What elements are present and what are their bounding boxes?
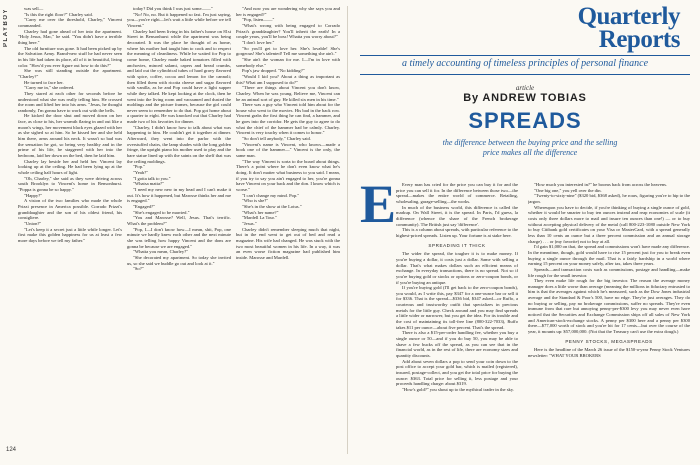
paragraph: "Vincent's name is Vincent, who knows—made a book one of the hammer—" Vincent is the only, the same man. [236,141,340,159]
paragraph: "So?" [133,266,144,272]
paragraph: "She decorated my apartment. So today she invited us, so she said we buddle go out and look at it." [127,254,231,266]
paragraph: "Whatsa matta?" [133,181,164,187]
byline-name: By ANDREW TOBIAS [463,92,587,104]
story-column-3 [236,6,340,454]
subhead: PENNY STOCKS, MEGASPREADS [565,338,653,344]
paragraph: was sell— [24,6,44,11]
paragraph: "I don't love her." [242,39,275,45]
drop-cap: E [360,174,397,234]
paragraph: Whereupon you have to decide, if you're thinking of buying a single ounce of gold, whether it would be smarter to buy ten ounces instead and reap economies of scale (it costs only three dollars more to mail and insure ten ounces than one!) — or to buy without accepting physical delivery of the metal (call 800-223-1080 outside New York to buy Citibank gold certificates on your Visa or MasterCard, with a spread generally less than 10 cents an ounce but a three percent commission and an annual storage charge) . . . or (my favorite) not to buy at all. [528,204,690,244]
paragraph: "Pop, I—I don't know how—I mean, shit, Pop, one minute we hardly knew each other and the next minute she was telling how happy Vincent and the dons are gonna be because we are engaged." [127,226,231,249]
byline-prefix: article [515,84,535,92]
section-title-line-1: Quarterly [577,3,680,30]
paragraph: "Let's keep it a secret just a little while longer. Let's first make this golden happiness for us at least a few more days before we tell my father." [18,226,122,243]
page-number: 124 [6,447,17,453]
paragraph: "She ain't the woman for me. I—I'm in love with somebody else." [236,56,340,68]
paragraph: "One big one," you yell over the din. [534,187,602,193]
paragraph: Add about seven dollars a pop to send your coin down to the post office to accept your gold bar, which is mailed (registered), insured, postage-collect, and you get the total price for buying the ounce: $363. Total price for selling it, less postage and your proceeds handling charge: about $319. [396,358,518,387]
paragraph: "The way Vincent is sorta to the board about things. There's a point where he don't even know what he's doing. It don't matter what business to you said. I mean, if you try to say you ain't engaged to her, you're gonna have Vincent on your back and the don. I know which is worse." [236,158,340,192]
paragraph: A vision of the two families who made the whole Prizzi presence in America possible. Corrado Prizzi's granddaughter and the son of his oldest friend, his consigliere. [18,198,122,221]
paragraph: They even make life rough for the big investor. The reason the average money manager does a little worse than average (meaning the millions in fiduciary entrusted to him is that the averages against which he's measured, such as the Dow Jones industrial average and the Standard & Poor's 500, have no edge. They're just averages. They do no buying or selling, pay no brokerage commissions, suffer no spreads. They're even immune from that rare but annoying penny-per-$300 levy you may never even have noticed that the Securities and Exchange Commission ships off all sales of New York and American-stock-exchange stocks. A penny per $300 here and a penny per $300 there—$77,000 worth of stock and you're hit for 17 cents—but over the course of the year, it mounts up: $57,000,000. (Not that the Treasury can't use the extra dough.) [528,278,690,335]
paragraph: "I need my new new in my head and I can't make it out. It's how it happened, but Marosse thinks her and me is engaged." [127,187,231,204]
header-rule-top [360,55,690,56]
paragraph: If you're buying gold (I'll get back to the zero-coupon bonds), you would, as I write this, pay $347 for a one-ounce bar or sell it for $336. That is the spread—$336 bid, $347 asked—or Ruffo, a courteous and trustworthy outfit that specializes in precious metals for the little guy. Check around and you may find spreads a little wider or narrower, but you get the idea. For its trouble and the cost of maintaining its toll-free line (800-322-7033), Ruffo takes $11 per ounce—about five percent. That's the spread. [396,285,518,330]
paragraph: She was still standing outside the apartment. "Charley?" [18,68,122,79]
story-column-1 [18,6,122,454]
paragraph: "There are things about Vincent you don't know, Charley. When he was young. Believe me, Vincent can be an animal sort of guy. He killed six men in his time." [236,85,340,102]
article-column-1 [396,182,518,454]
story-column-2 [127,6,231,454]
section-subtitle: a timely accounting of timeless principles of personal finance [401,58,649,69]
paragraph: Charley didn't remember sleeping much that night, but in the end went to get out of bed and read a magazine. His wife had changed. He was stuck with the two most beautiful women in his life. In a way, it was an even worse fiction magazine had published him inside. Marosse and Mardell. [236,226,340,260]
paragraph: "Is this the right floor?" Charley said. [24,11,93,17]
byline [360,84,690,104]
paragraph: Charley had gone ahead of her into the apartment. "Holy Jesus, Mac," he said. "You didn't have a terrible thing here." [18,28,122,45]
paragraph: Spreads—and transaction costs such as commissions, postage and handling—make life rough for the small investor. [528,266,690,278]
paragraph: The old furniture was gone. It had been picked up by the Salvation Army. Brand-new stuff he had never seen in his life had taken its place, all of it in beautiful, living color. "How'd you ever figure out how to do this?" [18,45,122,68]
paragraph: They stared at each other for seconds before he understood what she was really telling him. He crossed the room and lifted her into his arms. "Jesus, he thought randomly, I'm gonna have to work out with the bells. [18,90,122,113]
paragraph: Every man has cried for the price you can buy it for and the price you can sell it for. In the difference between those two—the spread—makes the entire world of commerce. Retailing, wholesaling, garage-selling—the works. [396,182,518,204]
paragraph: There is also a $15-per-order handling fee, whether you buy a single ounce or 50—and if you do buy 50, you may be able to shave a few bucks off the spread, as you can see that in the financial world, as in the rest of life, there are economy sizes and quantity discounts. [396,330,518,359]
paragraph: "Charley, I didn't know how to talk about what was happening to him. He couldn't get it together at dinner. Afterward, they went into the parlor with the overstuffed chairs, the lamp shades with the long golden fringe, the upright piano his mother used to play and the bare statue lined up with the saints on the shelf that was the ceiling moldings. [127,124,231,164]
paragraph: "How much you interested in?" he booms back from across the heavens. [534,182,668,187]
spine-label: PLAYBOY [3,8,9,47]
paragraph: "She's engaged to be married." [133,209,190,215]
paragraph: "Jesus." [242,220,257,226]
paragraph: "Pop, listen——" [242,17,275,23]
paragraph: "You and Marosse? Well, Jesus. That's terrific. What's the problem?" [127,215,231,226]
subhead: SPREADING IT THICK [428,242,486,248]
paragraph: "Pop." [133,164,146,170]
paragraph: Here is the headline of the March 26 issue of the $150-a-year Penny Stock Ventures newsletter: "WHAT YOUR BROKERS [528,347,690,359]
paragraph: "So don't tell anybody," Charley said. [242,136,311,142]
section-title-line-2: Reports [598,26,680,53]
article-column-2 [528,182,690,454]
paragraph: I'd gain $1,000 on that, the spread and commissions won't have made any difference. In the meantime, though, gold would have to rise 15 percent just for you to break even buying a single ounce through the mail. That is a fairly hardship in a world where earning 15 percent on your money safely, after tax, takes three years. [528,244,690,267]
paragraph: There was a guy who Vincent told him about for the house who went to the movies. His bad in the back row. Vincent grabs the first thing he can find, a hammer, and he goes into the corridor. He gets the guy to agree to do what the chief of the hammer had be calmly. Charley. Vincent is very touchy when it comes to honor." [236,102,340,136]
paragraph: today? Did you think I was just some——" [133,6,213,11]
paragraph: "Oh, Charley," she said as they were driving across south Brooklyn to Vincent's home in Bensonhurst. "Poppa is gonna be so happy." [18,175,122,192]
paragraph: This is a column about spreads, with particular reference to the highest-priced spreads. Listen up. Your fortune is at stake here. [396,227,518,238]
article-deck: the difference between the buying price and the selling price makes all the difference [442,138,618,157]
page-gutter [347,6,348,454]
paragraph: "So you'll get to love her. She's lovable! She's gorgeous! She's talented! Tell me something she ain't." [236,45,340,57]
paragraph: "What's wrong with being engaged to Corrado Prizzi's granddaughter? You'll inherit the earth! In a couple years, you'll be boss! Whatta you worry about?" [236,22,340,40]
paragraph: "How's gold?" you shout up to the mythical trader in the sky. [402,386,514,392]
paragraph: "Twenty-to-sixty-nine" ($320 bid, $368 asked), he roars, figuring you're to hip to the jargon. [528,193,690,204]
paragraph: The wider the spread, the tougher it is to make money. If you're buying a dollar, it costs just a dollar. Same with selling a dollar. That's what makes dollars such an efficient means of exchange. In everyday transactions, there is no spread. Not so if you're buying gold or stocks or options or zero-coupon bonds, or if you're buying an antique. [396,251,518,285]
paragraph: Pop's jaw dropped. "No kidding?" [242,68,305,74]
paragraph: "And now you are wondering why she says you and her is engaged?" [236,6,340,17]
paragraph: "Carry me in," she ordered. [24,85,75,91]
paragraph: "Mardell La Tour." [242,215,277,221]
paragraph: "Union?" [24,220,42,226]
paragraph: "Whatta you mean, Charley?" [133,249,189,255]
paragraph: Charley had been living in his father's house on 81st Street in Bensonhurst while the apartment was being decorated. It was the place he thought of as home, where his mother had taught him to cook and to respect the meaning of cleanliness. While he waited for Pop to come home, Charley made baked tomatoes filled with anchovies, minced salami, capers and bread crumbs, and laid out the cylindrical tubes of hard gravy flavored with spice, coffee, cocoa and lemon for the cannoli; then filled them with ricotta cheese and sugar flavored with vanilla, as he and Pop could have a light supper while they talked. He kept looking at the clock, then he went into the living room and vacuumed and dusted the moldings and the picture frames, because the girl could never seem to remember to do that. Pop got home about a quarter to eight. He was knocked out that Charley had made two of his favorites for dinner. [127,28,231,125]
paragraph: He kicked the door shut and moved down on her face, as close to his, her warmth flaring in and out like a moon's wings, her movement black eyes glazed with her as she sighed so at him. So he kissed her and she held him there, arms around his neck. It wasn't so bad was the sensation he got, so being very healthy and in the prime of his life, he staggered with her into the bedroom, laid her down on the bed, then he laid him. [18,113,122,159]
paragraph: "Happy?" [24,192,43,198]
paragraph: "I gotta talk to you." [133,175,171,181]
paragraph: In much of the business world, this difference is called the markup. On Wall Street, it is the spread. In Paris, I'd guess, la difference (whence the share of the French brokerage community). The British just say 'difference'. [396,204,518,227]
section-title [470,5,680,51]
paragraph: "She's in the show at the Lotus." [242,203,302,209]
paragraph: "No! No, no. But it happened so fast. I'm just saying, you—you're right—let's wait a little while before we tell Vincent." [127,11,231,28]
paragraph: "Carry me over the threshold, Charley," Vincent commanded. [18,17,122,28]
article-headline: SPREADS [468,108,582,133]
paragraph: "Would I kid you? About a thing as important as this? What am I supposed to do?" [236,73,340,85]
paragraph: He turned to face her. [24,79,64,85]
header-rule-bottom [360,74,690,75]
paragraph: "What's her name?" [242,209,279,215]
paragraph: "Who is she?" [242,198,269,204]
paragraph: "Engaged?" [133,203,155,209]
paragraph: "Yeah?" [133,170,149,176]
paragraph: "I can't change my mind. Pop." [242,192,300,198]
paragraph: Charley lay beside her and held her. Vincent lay looking up at the ceiling. He had been lying up at the whole ceiling half hours of light. [18,158,122,176]
